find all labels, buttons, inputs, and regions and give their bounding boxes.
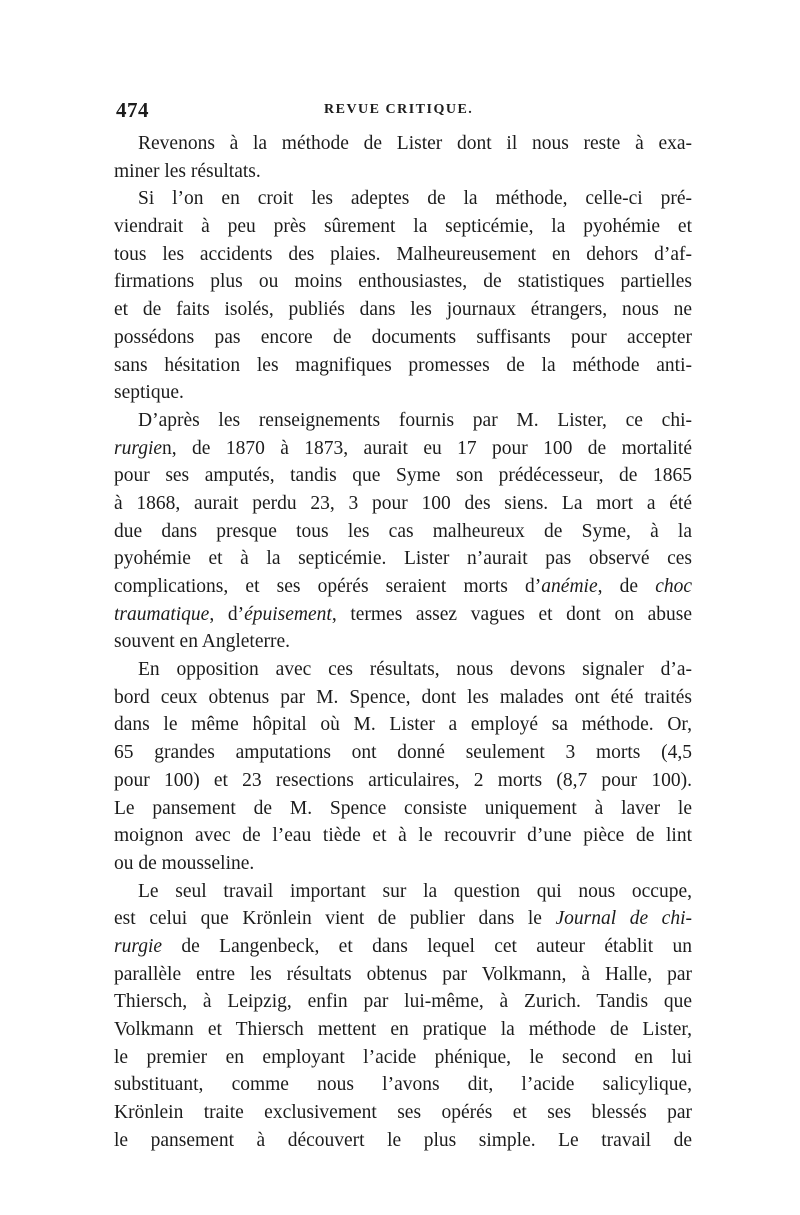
running-title: REVUE CRITIQUE. [324, 102, 474, 117]
text-line: pour 100) et 23 resections articulaires, 2 morts (8,7 pour 100). [114, 769, 692, 791]
text-line: parallèle entre les résultats obtenus par Volkmann, à Halle, par [114, 963, 692, 985]
text-line: rurgie de Langenbeck, et dans lequel cet auteur établit un [114, 935, 692, 957]
text-line: viendrait à peu près sûrement la septicémie, la pyohémie et [114, 216, 692, 238]
text-line: substituant, comme nous l’avons dit, l’acide salicylique, [114, 1074, 692, 1096]
text-line: traumatique, d’épuisement, termes assez vagues et dont on abuse [114, 603, 692, 625]
page-number: 474 [116, 98, 149, 122]
text-line: et de faits isolés, publiés dans les journaux étrangers, nous ne [114, 299, 692, 321]
text-line: ou de mousseline. [114, 852, 255, 874]
text-line: dans le même hôpital où M. Lister a employé sa méthode. Or, [114, 714, 692, 736]
text-line: le pansement à découvert le plus simple. Le travail de [114, 1129, 692, 1151]
text-line: moignon avec de l’eau tiède et à le recouvrir d’une pièce de lint [114, 825, 692, 847]
text-line: Le seul travail important sur la question qui nous occupe, [138, 880, 692, 902]
text-line: D’après les renseignements fournis par M. Lister, ce chi- [138, 409, 692, 431]
text-line: Le pansement de M. Spence consiste uniquement à laver le [114, 797, 692, 819]
text-line: firmations plus ou moins enthousiastes, de statistiques partielles [114, 271, 692, 293]
text-line: pour ses amputés, tandis que Syme son prédécesseur, de 1865 [114, 465, 692, 487]
text-line: le premier en employant l’acide phénique, le second en lui [114, 1046, 692, 1068]
text-line: due dans presque tous les cas malheureux de Syme, à la [114, 520, 692, 542]
paragraph-3 [114, 407, 692, 656]
text-line: possédons pas encore de documents suffisants pour accepter [114, 326, 692, 348]
text-line: pyohémie et à la septicémie. Lister n’aurait pas observé ces [114, 548, 692, 570]
text-line: Krönlein traite exclusivement ses opérés et ses blessés par [114, 1102, 692, 1124]
text-line: 65 grandes amputations ont donné seulement 3 morts (4,5 [114, 742, 692, 764]
paragraph-1 [114, 130, 692, 185]
paragraph-5 [114, 878, 692, 1155]
text-line: septique. [114, 382, 184, 404]
text-line: bord ceux obtenus par M. Spence, dont les malades ont été traités [114, 686, 692, 708]
paragraph-4 [114, 656, 692, 878]
text-line: à 1868, aurait perdu 23, 3 pour 100 des siens. La mort a été [114, 492, 692, 514]
paragraph-2 [114, 185, 692, 407]
text-line: Si l’on en croit les adeptes de la méthode, celle-ci pré- [138, 188, 692, 210]
text-line: Revenons à la méthode de Lister dont il nous reste à exa- [138, 133, 692, 154]
text-line: rurgien, de 1870 à 1873, aurait eu 17 pour 100 de mortalité [114, 437, 692, 459]
text-line: miner les résultats. [114, 160, 261, 182]
body-text [114, 130, 692, 1154]
text-line: est celui que Krönlein vient de publier dans le Journal de chi- [114, 908, 692, 930]
page-header [114, 98, 688, 124]
text-line: En opposition avec ces résultats, nous devons signaler d’a- [138, 659, 692, 681]
text-line: complications, et ses opérés seraient morts d’anémie, de choc [114, 576, 693, 597]
text-line: Thiersch, à Leipzig, enfin par lui-même, à Zurich. Tandis que [114, 991, 692, 1013]
text-line: tous les accidents des plaies. Malheureusement en dehors d’af- [114, 243, 692, 265]
text-line: Volkmann et Thiersch mettent en pratique la méthode de Lister, [114, 1019, 692, 1040]
text-line: souvent en Angleterre. [114, 631, 290, 653]
text-line: sans hésitation les magnifiques promesses de la méthode anti- [114, 354, 692, 376]
